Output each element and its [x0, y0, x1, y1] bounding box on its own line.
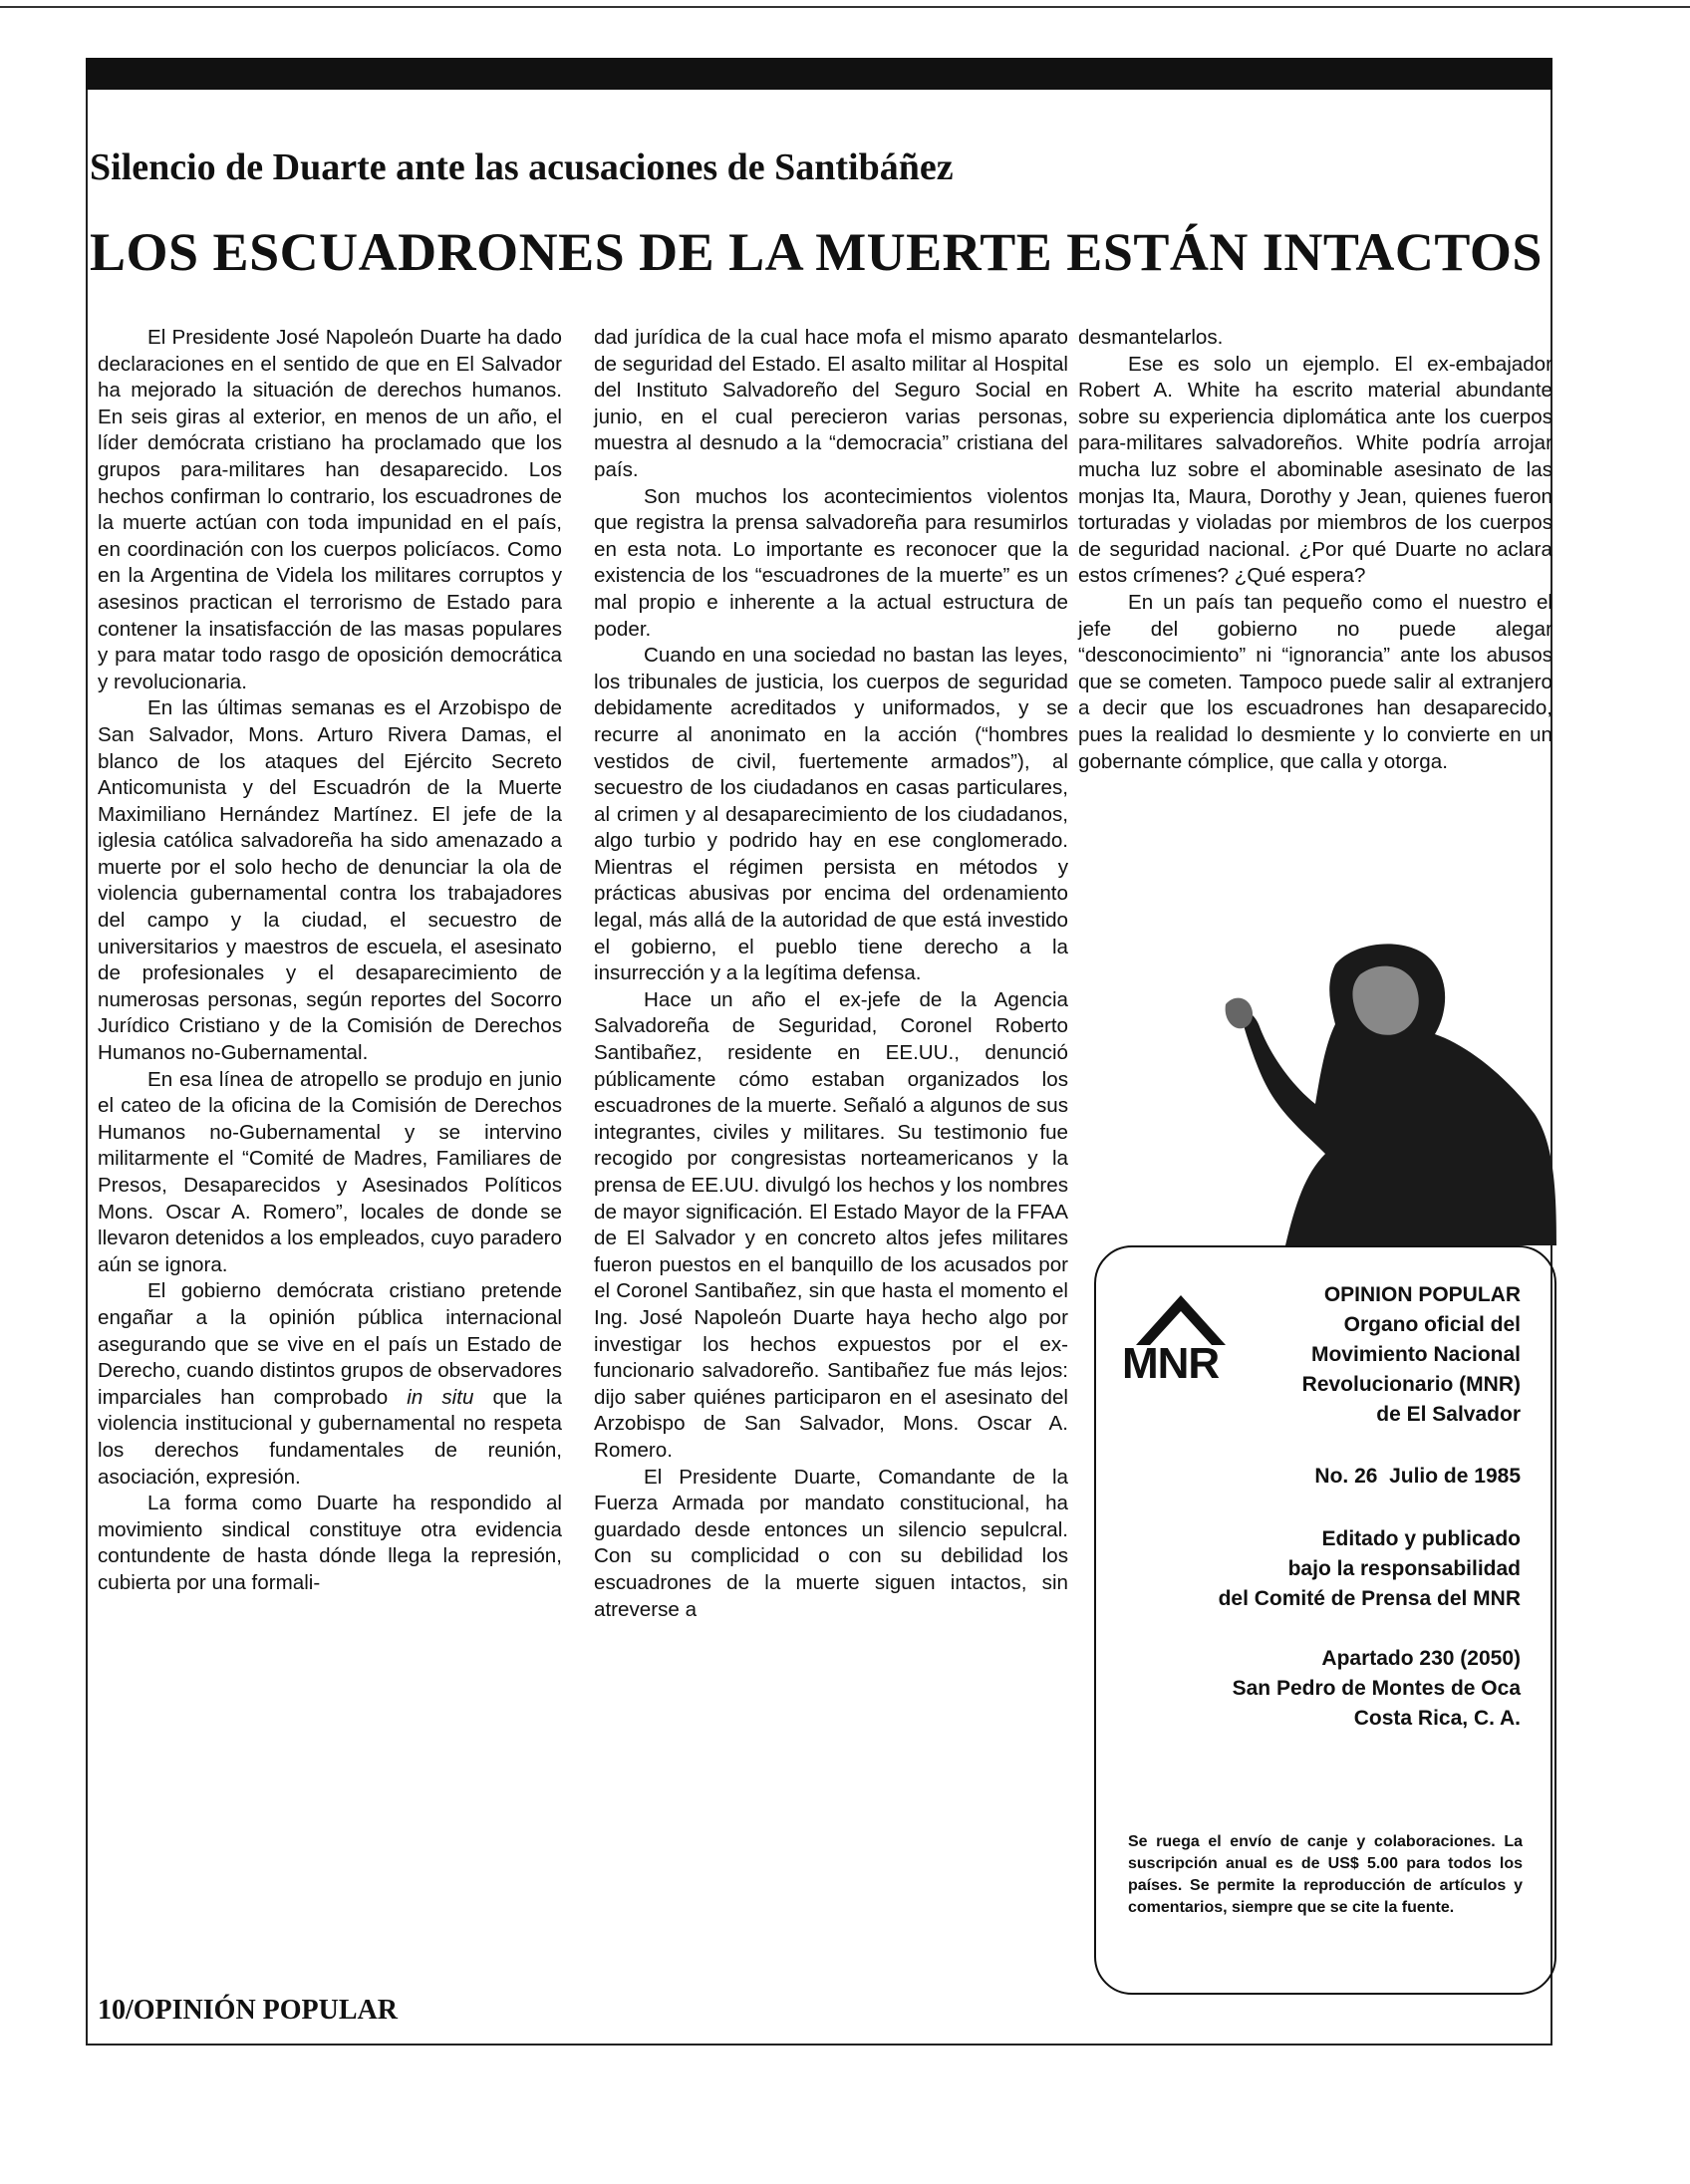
top-edge-line — [0, 6, 1690, 8]
paragraph: La forma como Duarte ha respondido al movimiento sindical constituye otra evidencia contundente de hasta dónde llega la represión, cubierta por una formali- — [98, 1492, 562, 1594]
logo-chevron — [1136, 1295, 1226, 1345]
paragraph — [98, 1278, 562, 1491]
masthead-editorial — [1219, 1524, 1521, 1614]
masthead-address — [1233, 1644, 1521, 1734]
mnr-logo-text: MNR — [1122, 1339, 1220, 1388]
masthead-editorial-line: del Comité de Prensa del MNR — [1218, 1587, 1521, 1610]
header-black-bar — [86, 58, 1552, 90]
paragraph: desmantelarlos. — [1078, 326, 1224, 349]
duarte-photo — [1186, 935, 1556, 1245]
paragraph: El Presidente Duarte, Comandante de la Fuerza Armada por mandato constitucional, ha guardado desde entonces un silencio sepulcral. Con su complicidad o con su debilidad los escuadrones de la muerte siguen intactos, sin atreverse a — [594, 1465, 1068, 1621]
article-column-1 — [98, 325, 562, 1597]
masthead-title-line: Movimiento Nacional — [1310, 1343, 1521, 1366]
masthead-address-line: Apartado 230 (2050) — [1321, 1647, 1521, 1670]
masthead-editorial-line: bajo la responsabilidad — [1287, 1557, 1521, 1580]
paragraph: dad jurídica de la cual hace mofa el mismo aparato de seguridad del Estado. El asalto militar al Hospital del Instituto Salvadoreño del Seguro Social en junio, en el cual perecieron varias personas, muestra al desnudo a la “democracia” cristiana del país. — [594, 326, 1068, 481]
paragraph-text: El gobierno demócrata cristiano pretende engañar a la opinión pública internacional asegurando que se vive en el país un Estado de Derecho, cuando distintos grupos de observadores imparciales han comprobado — [98, 1279, 562, 1409]
article-headline: LOS ESCUADRONES DE LA MUERTE ESTÁN INTACTOS — [90, 222, 1543, 282]
masthead-subscription-note: Se ruega el envío de canje y colaboraciones. La suscripción anual es de US$ 5.00 para todos los países. Se permite la reproducción de artículos y comentarios, siempre que se cite la fuente. — [1128, 1833, 1523, 1916]
page-footer-label: 10/OPINIÓN POPULAR — [98, 1995, 398, 2026]
paragraph: Cuando en una sociedad no bastan las leyes, los tribunales de justicia, los cuerpos de seguridad debidamente acreditados y uniformados, y se recurre al anonimato en la acción (“hombres vestidos de civil, fuertemente armados”), al secuestro de los ciudadanos en casas particulares, al crimen y al desaparecimiento de los ciudadanos, algo turbio y podrido hay en ese conglomerado. Mientras el régimen persista en métodos y prácticas abusivas por encima del ordenamiento legal, más allá de la autoridad de que está investido el gobierno, el pueblo tiene derecho a la insurrección y a la legítima defensa. — [594, 644, 1068, 985]
paragraph: Ese es solo un ejemplo. El ex-embajador Robert A. White ha escrito material abundante sobre su experiencia diplomática ante los cuerpos para-militares salvadoreños. White podría arrojar mucha luz sobre el abominable asesinato de las monjas Ita, Maura, Dorothy y Jean, quienes fueron torturadas y violadas por miembros de los cuerpos de seguridad nacional. ¿Por qué Duarte no aclara estos crímenes? ¿Qué espera? — [1078, 352, 1552, 588]
paragraph: Hace un año el ex-jefe de la Agencia Salvadoreña de Seguridad, Coronel Roberto Santibañez, residente en EE.UU., denunció públicamente cómo estaban organizados los escuadrones de la muerte. Señaló a algunos de sus integrantes, civiles y militares. Su testimonio fue recogido por congresistas norteamericanos y la prensa de EE.UU. divulgó los hechos y los nombres de mayor significación. El Estado Mayor de la FFAA de El Salvador y en concreto altos jefes militares fueron puestos en el banquillo de los acusados por el Coronel Santibañez, sin que hasta el momento el Ing. José Napoleón Duarte haya hecho algo por investigar los hechos expuestos por el ex-funcionario salvadoreño. Santibañez fue más lejos: dijo saber quiénes participaron en el asesinato del Arzobispo de San Salvador, Mons. Oscar A. Romero. — [594, 987, 1068, 1462]
masthead-address-line: San Pedro de Montes de Oca — [1232, 1677, 1521, 1700]
masthead-title-line: Revolucionario (MNR) — [1301, 1373, 1521, 1396]
paragraph: El Presidente José Napoleón Duarte ha dado declaraciones en el sentido de que en El Salvador ha mejorado la situación de derechos humanos. En seis giras al exterior, en menos de un año, el líder demócrata cristiano ha proclamado que los grupos para-militares han desaparecido. Los hechos confirman lo contrario, los escuadrones de la muerte actúan con toda impunidad en el país, en coordinación con los cuerpos policíacos. Como en la Argentina de Videla los militares corruptos y asesinos practican el terrorismo de Estado para contener la insatisfacción de las masas populares y para matar todo rasgo de oposición democrática y revolucionaria. — [98, 326, 562, 693]
article-column-3 — [1078, 325, 1552, 775]
paragraph: En un país tan pequeño como el nuestro el jefe del gobierno no puede alegar “desconocimiento” ni “ignorancia” ante los abusos que se cometen. Tampoco puede salir al extranjero a decir que los escuadrones han desaparecido, pues la realidad lo desmiente y lo convierte en un gobernante cómplice, que calla y otorga. — [1078, 590, 1552, 773]
paragraph: En las últimas semanas es el Arzobispo de San Salvador, Mons. Arturo Rivera Damas, el blanco de los ataques del Ejército Secreto Anticomunista y del Escuadrón de la Muerte Maximiliano Hernández Martínez. El jefe de la iglesia católica salvadoreña ha sido amenazado a muerte por el solo hecho de denunciar la ola de violencia gubernamental contra los trabajadores del campo y la ciudad, el secuestro de universitarios y maestros de escuela, el asesinato de profesionales y el desaparecimiento de numerosas personas, según reportes del Socorro Jurídico Cristiano y de la Comisión de Derechos Humanos no-Gubernamental. — [98, 696, 562, 1065]
article-subtitle: Silencio de Duarte ante las acusaciones de Santibáñez — [90, 146, 954, 188]
photo-hand-highlight — [1226, 998, 1253, 1029]
paragraph: En esa línea de atropello se produjo en junio el cateo de la oficina de la Comisión de Derechos Humanos no-Gubernamental y se intervino militarmente el “Comité de Madres, Familiares de Presos, Desaparecidos y Asesinados Políticos Mons. Oscar A. Romero”, locales de donde se llevaron detenidos a los empleados, cuyo paradero aún se ignora. — [98, 1067, 562, 1276]
article-column-2 — [594, 325, 1068, 1623]
masthead-issue: No. 26 Julio de 1985 — [1314, 1465, 1521, 1488]
paragraph-text: que la violencia institucional y gubernamental no respeta los derechos fundamentales de reunión, asociación, expresión. — [98, 1385, 562, 1489]
masthead-address-line: Costa Rica, C. A. — [1353, 1707, 1521, 1730]
masthead-title-line: Organo oficial del — [1343, 1313, 1521, 1336]
masthead-title — [1302, 1280, 1521, 1430]
masthead-title-line: OPINION POPULAR — [1323, 1283, 1521, 1306]
paragraph: Son muchos los acontecimientos violentos que registra la prensa salvadoreña para resumirlos en esta nota. Lo importante es reconocer que la existencia de los “escuadrones de la muerte” es un mal propio e inherente a la actual estructura de poder. — [594, 484, 1068, 641]
masthead-title-line: de El Salvador — [1376, 1403, 1521, 1426]
italic-phrase: in situ — [407, 1385, 474, 1409]
masthead-editorial-line: Editado y publicado — [1321, 1527, 1521, 1550]
